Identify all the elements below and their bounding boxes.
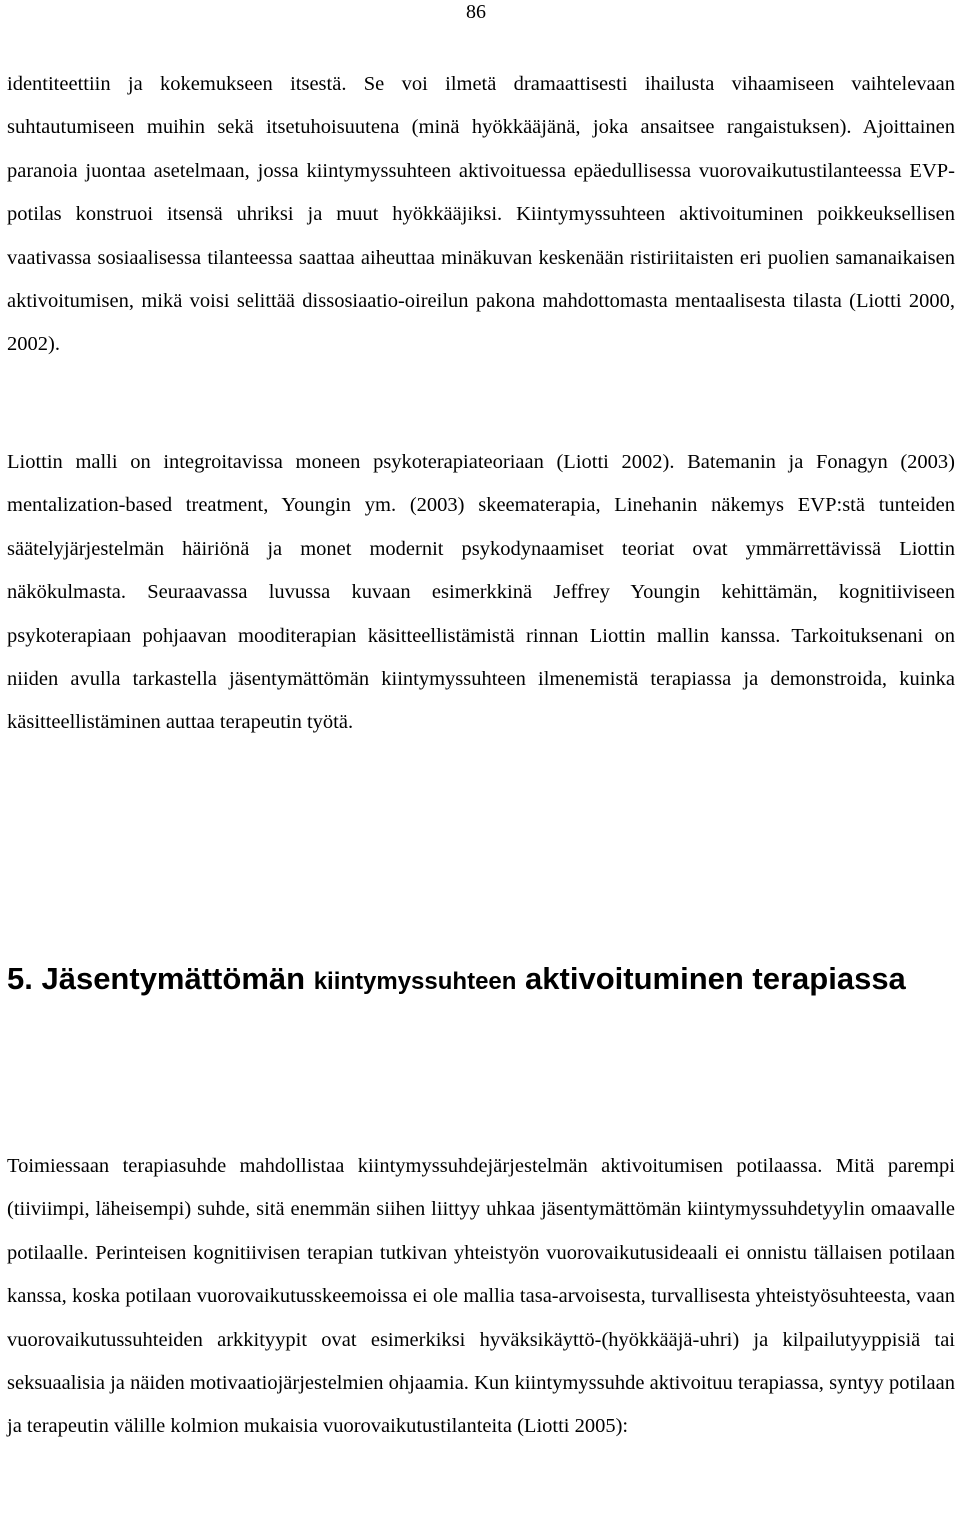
body-paragraph: Liottin malli on integroitavissa moneen psykoterapiateoriaan (Liotti 2002). Batemanin ja Fonagyn (2003) mentalization-based treatment, Youngin ym. (2003) skeematerapia, Linehanin näkemys EVP:stä tunteiden säätelyjärjestelmän häiriönä ja monet modernit psykodynaamiset teoriat ovat ymmärrettävissä Liottin näkökulmasta. Seuraavassa luvussa kuvaan esimerkkinä Jeffrey Youngin kehittämän, kognitiiviseen psykoterapiaan pohjaavan mooditerapian käsitteellistämistä rinnan Liottin mallin kanssa. Tarkoituksenani on niiden avulla tarkastella jäsentymättömän kiintymyssuhteen ilmenemistä terapiassa ja demonstroida, kuinka käsitteellistäminen auttaa terapeutin työtä. [7,451,955,734]
body-paragraph: identiteettiin ja kokemukseen itsestä. Se voi ilmetä dramaattisesti ihailusta vihaamiseen vaihtelevaan suhtautumiseen muihin sekä itsetuhoisuutena (minä hyökkääjänä, joka ansaitsee rangaistuksen). Ajoittainen paranoia juontaa asetelmaan, jossa kiintymyssuhteen aktivoituessa epäedullisessa vuorovaikutustilanteessa EVP-potilas konstruoi itsensä uhriksi ja muut hyökkääjiksi. Kiintymyssuhteen aktivoituminen poikkeuksellisen vaativassa sosiaalisessa tilanteessa saattaa aiheuttaa minäkuvan keskenään ristiriitaisten eri puolien samanaikaisen aktivoitumisen, mikä voisi selittää dissosiaatio-oireilun pakona mahdottomasta mentaalisesta tilasta (Liotti 2000, 2002). [7,73,955,356]
heading-text: aktivoituminen terapiassa [525,961,906,996]
section-heading [7,950,955,1011]
heading-text: kiintymyssuhteen [313,968,517,995]
heading-text: 5. Jäsentymättömän [7,961,306,996]
page-number: 86 [466,1,486,23]
body-paragraph: Toimiessaan terapiasuhde mahdollistaa kiintymyssuhdejärjestelmän aktivoitumisen potilaassa. Mitä parempi (tiiviimpi, läheisempi) suhde, sitä enemmän siihen liittyy uhkaa jäsentymättömän kiintymyssuhdetyylin omaavalle potilaalle. Perinteisen kognitiivisen terapian tutkivan yhteistyön vuorovaikutusideaali ei onnistu tällaisen potilaan kanssa, koska potilaan vuorovaikutusskeemoissa ei ole mallia tasa-arvoisesta, turvallisesta yhteistyösuhteesta, vaan vuorovaikutussuhteiden arkkityypit ovat esimerkiksi hyväksikäyttö-(hyökkääjä-uhri) ja kilpailutyyppisiä tai seksuaalisia ja näiden motivaatiojärjestelmien ohjaamia. Kun kiintymyssuhde aktivoituu terapiassa, syntyy potilaan ja terapeutin välille kolmion mukaisia vuorovaikutustilanteita (Liotti 2005): [7,1155,955,1438]
